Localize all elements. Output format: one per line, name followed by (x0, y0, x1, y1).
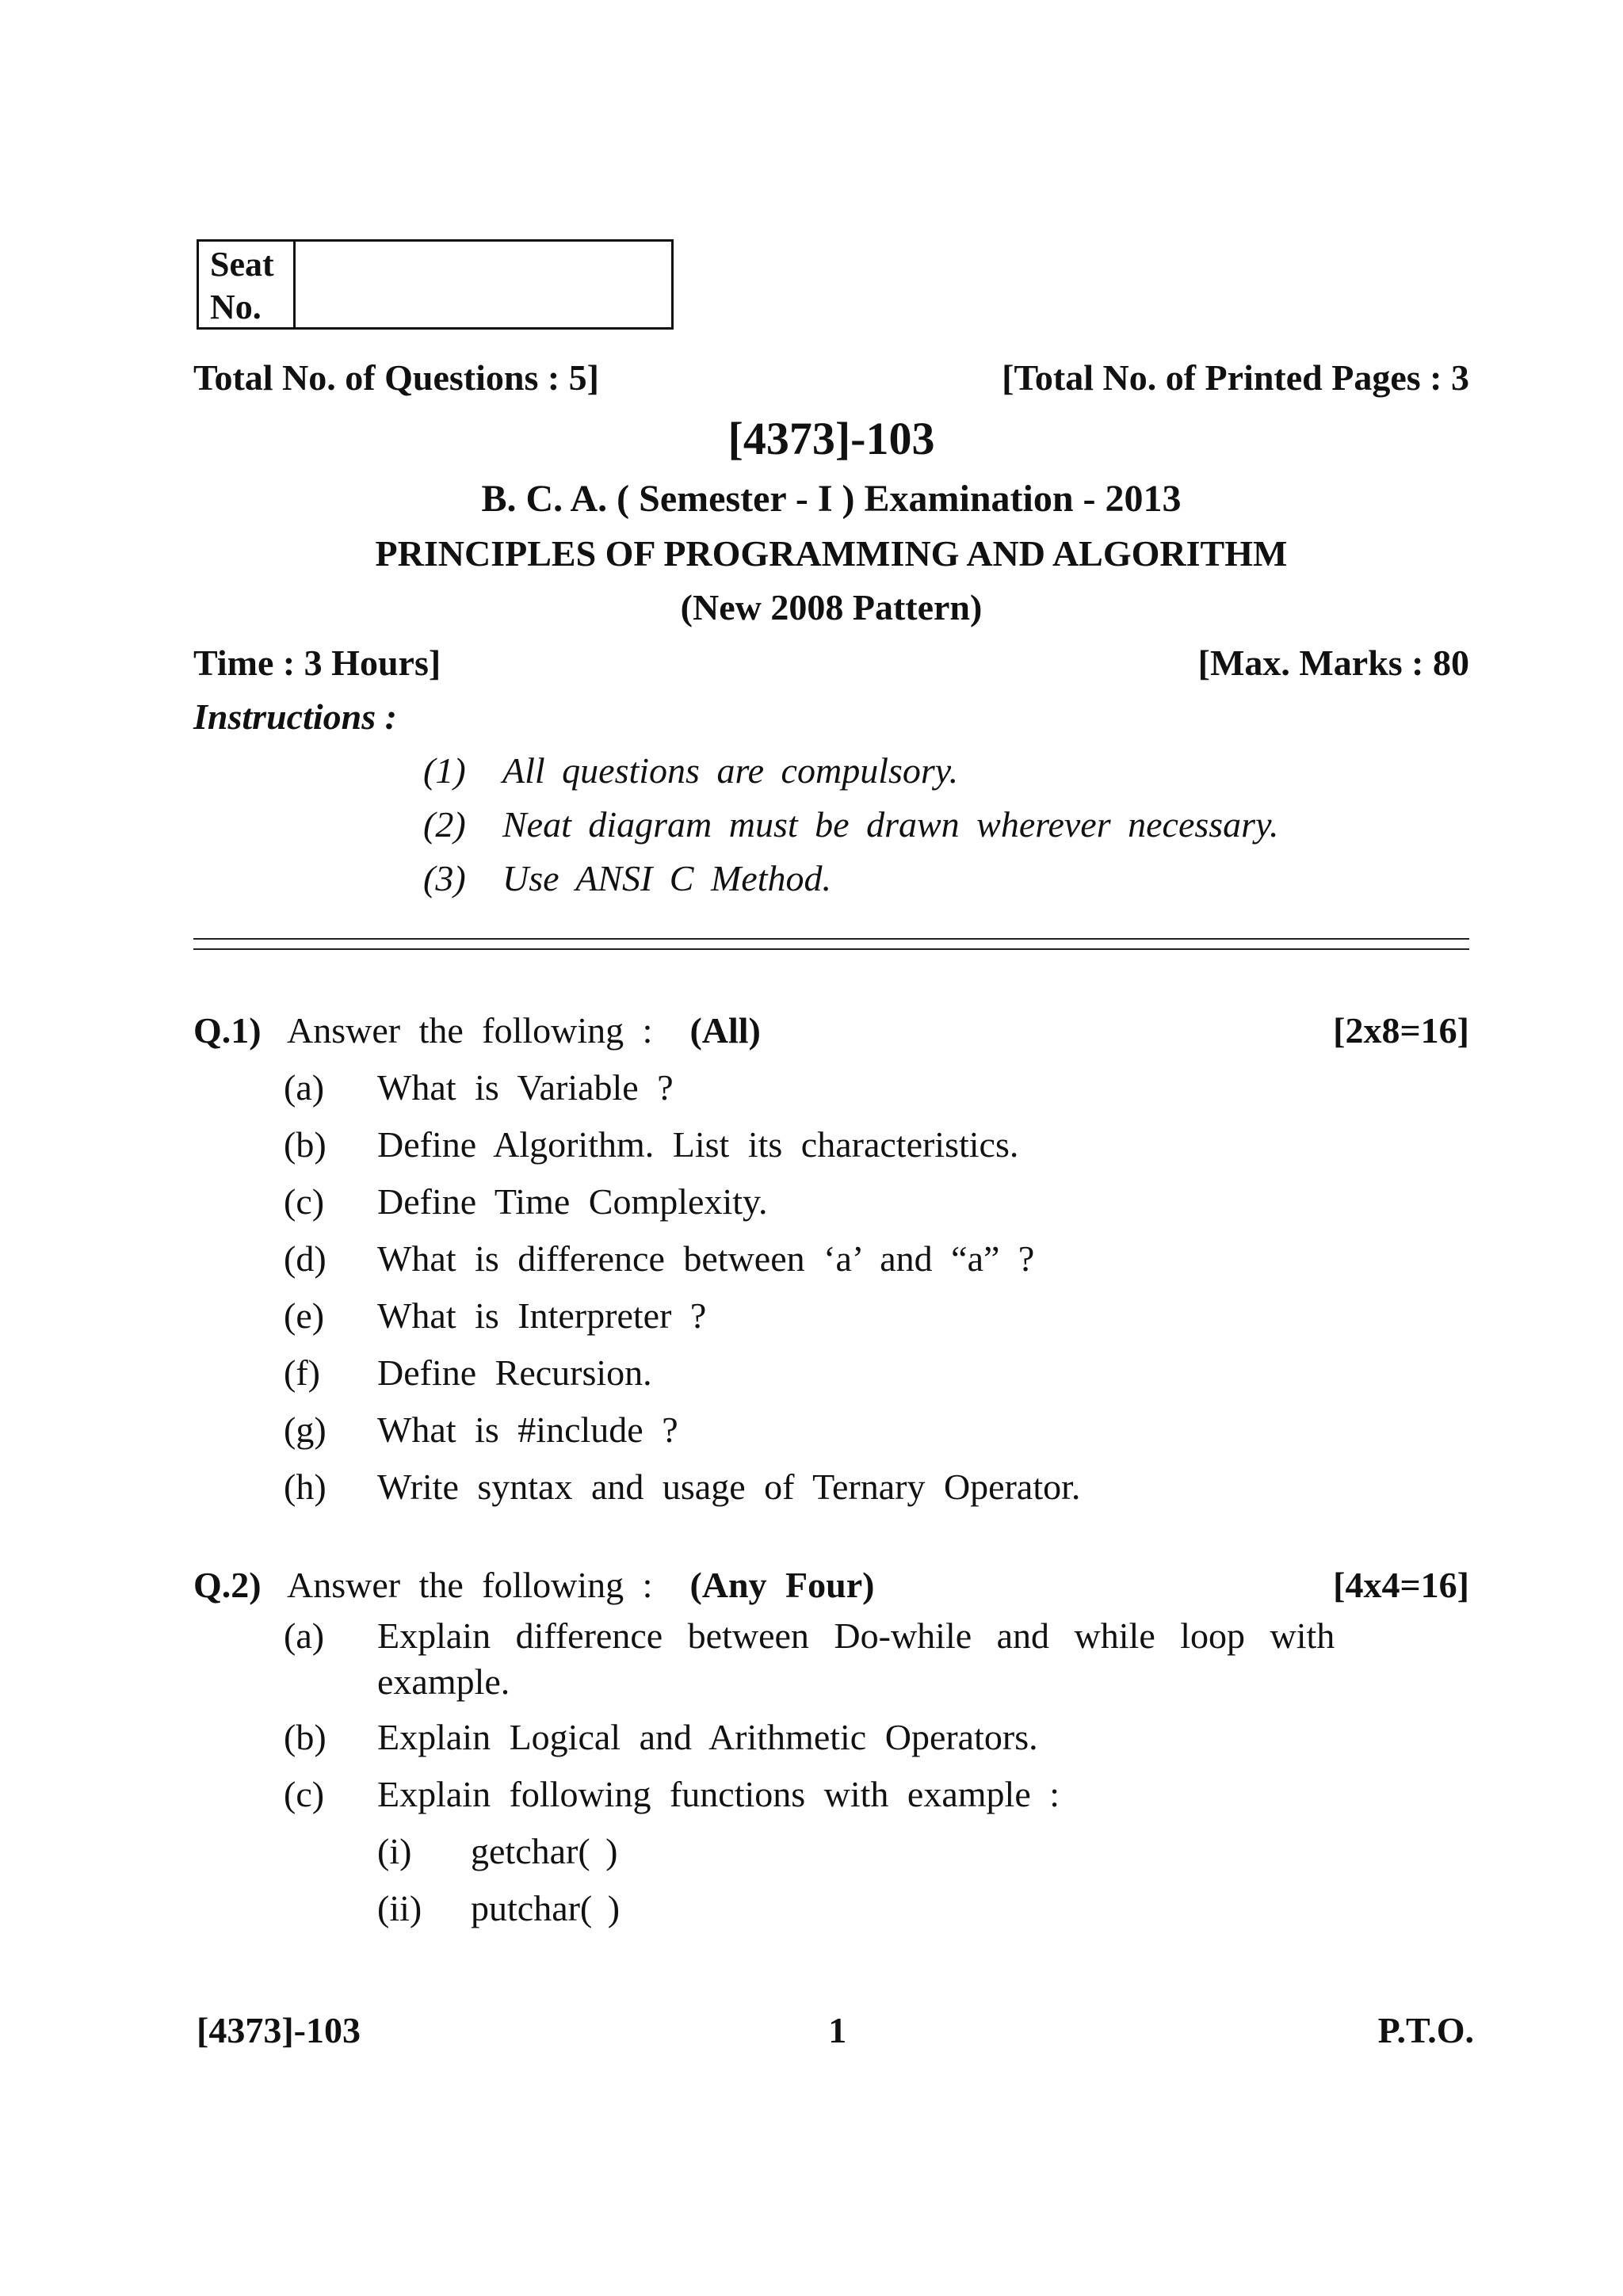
item-text: What is Interpreter ? (377, 1295, 707, 1336)
item-letter: (c) (284, 1181, 325, 1222)
q2-item (284, 1615, 1393, 1657)
item-text: What is difference between ‘a’ and “a” ? (377, 1238, 1035, 1279)
q1-prompt: Answer the following : (287, 1010, 653, 1051)
item-text: What is Variable ? (377, 1067, 674, 1108)
item-text: Explain following functions with example : (377, 1774, 1060, 1814)
item-letter: (d) (284, 1238, 327, 1279)
footer-paper-code: [4373]-103 (197, 2010, 361, 2050)
seat-label-line2: No. (210, 288, 262, 326)
item-text: Define Algorithm. List its characteristics. (377, 1124, 1019, 1165)
q2-item-continuation: example. (377, 1661, 510, 1702)
q2-item (284, 1773, 1393, 1815)
subitem-text: putchar( ) (471, 1888, 621, 1928)
q2-prompt: Answer the following : (287, 1565, 653, 1605)
seat-label-line1: Seat (210, 245, 274, 284)
q2-subitem (377, 1887, 620, 1929)
exam-title: B. C. A. ( Semester - I ) Examination - 2013 (481, 478, 1182, 520)
q1-item (284, 1409, 1393, 1451)
q2-header (193, 1564, 1469, 1606)
item-letter: (f) (284, 1352, 320, 1393)
item-letter: (a) (284, 1067, 325, 1108)
instruction-text: Use ANSI C Method. (502, 858, 832, 898)
time-marks-row (193, 642, 1469, 684)
q1-item (284, 1295, 1393, 1337)
paper-code: [4373]-103 (727, 413, 935, 464)
max-marks-label: [Max. Marks : 80 (1197, 643, 1469, 683)
instruction-number: (2) (423, 804, 466, 845)
instruction-item (423, 857, 831, 899)
total-questions: Total No. of Questions : 5] (193, 357, 599, 398)
item-letter: (e) (284, 1295, 325, 1336)
q1-item (284, 1238, 1393, 1280)
item-letter: (c) (284, 1774, 325, 1814)
footer-pto: P.T.O. (1377, 2010, 1474, 2050)
item-letter: (b) (284, 1717, 327, 1757)
divider-rule-top (193, 938, 1469, 940)
q1-item (284, 1466, 1393, 1508)
subject-title: PRINCIPLES OF PROGRAMMING AND ALGORITHM (375, 533, 1288, 574)
item-text: Write syntax and usage of Ternary Operator. (377, 1466, 1081, 1507)
footer-page-number: 1 (828, 2010, 847, 2050)
q2-qualifier: (Any Four) (689, 1565, 875, 1605)
seat-number-box (197, 239, 674, 330)
instructions-title: Instructions : (193, 696, 397, 737)
q1-qualifier: (All) (689, 1010, 761, 1051)
total-pages: [Total No. of Printed Pages : 3 (1002, 357, 1469, 398)
item-text: Define Recursion. (377, 1352, 652, 1393)
subitem-text: getchar( ) (471, 1831, 618, 1871)
item-text-line1: Explain difference between Do-while and while loop with (377, 1615, 1335, 1656)
q1-header (193, 1009, 1469, 1051)
item-letter: (g) (284, 1409, 327, 1450)
q1-item (284, 1123, 1393, 1165)
pattern-label: (New 2008 Pattern) (680, 587, 983, 627)
instruction-number: (3) (423, 858, 466, 898)
q2-marks: [4x4=16] (1333, 1565, 1469, 1605)
page-footer (197, 2009, 1474, 2051)
time-label: Time : 3 Hours] (193, 643, 441, 683)
item-letter: (h) (284, 1466, 327, 1507)
item-letter: (a) (284, 1615, 325, 1656)
instruction-text: Neat diagram must be drawn wherever necessary. (502, 804, 1279, 845)
q1-item (284, 1352, 1393, 1394)
q1-item (284, 1066, 1393, 1108)
instruction-number: (1) (423, 750, 466, 791)
q1-number: Q.1) (193, 1010, 262, 1051)
subitem-number: (i) (377, 1831, 412, 1871)
q1-item (284, 1180, 1393, 1222)
instruction-text: All questions are compulsory. (502, 750, 959, 791)
item-text: Explain Logical and Arithmetic Operators. (377, 1717, 1038, 1757)
subitem-number: (ii) (377, 1888, 422, 1928)
header-totals-row (193, 357, 1469, 399)
item-letter: (b) (284, 1124, 327, 1165)
q2-number: Q.2) (193, 1565, 262, 1605)
instruction-item (423, 749, 958, 791)
item-text: Define Time Complexity. (377, 1181, 768, 1222)
q2-item (284, 1716, 1393, 1758)
q1-marks: [2x8=16] (1333, 1010, 1469, 1051)
instruction-item (423, 803, 1278, 845)
item-text: What is #include ? (377, 1409, 678, 1450)
divider-rule-bottom (193, 948, 1469, 950)
q2-subitem (377, 1830, 618, 1872)
seat-label (199, 242, 296, 327)
